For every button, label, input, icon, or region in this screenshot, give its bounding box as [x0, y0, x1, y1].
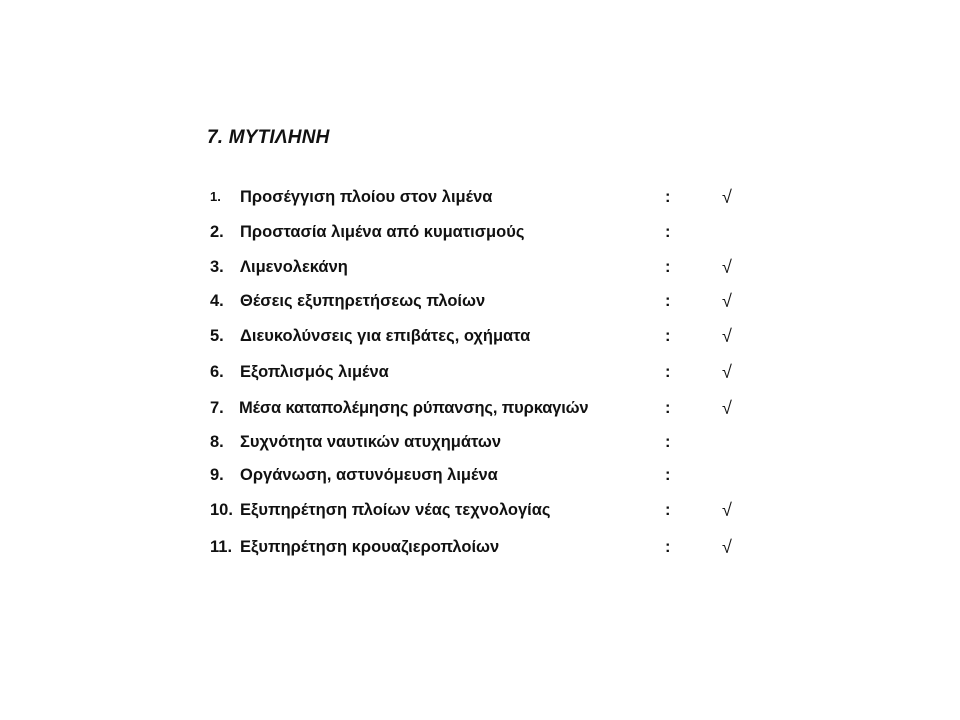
item-number: 6. — [210, 363, 224, 381]
item-label: Διευκολύνσεις για επιβάτες, οχήματα — [240, 327, 531, 345]
checkmark-icon: √ — [722, 187, 732, 207]
checkmark-icon: √ — [722, 362, 732, 382]
item-label: Εξυπηρέτηση κρουαζιεροπλοίων — [240, 538, 500, 556]
list-item — [0, 463, 960, 487]
list-item — [0, 430, 960, 454]
item-separator: : — [665, 188, 671, 206]
item-separator: : — [665, 363, 671, 381]
item-number: 7. — [210, 399, 224, 417]
item-separator: : — [665, 292, 671, 310]
item-separator: : — [665, 538, 671, 556]
list-item — [0, 220, 960, 244]
item-label: Εξυπηρέτηση πλοίων νέας τεχνολογίας — [240, 501, 551, 519]
page-title: 7. ΜΥΤΙΛΗΝΗ — [207, 127, 330, 148]
item-separator: : — [665, 433, 671, 451]
checkmark-icon: √ — [722, 537, 732, 557]
list-item — [0, 535, 960, 559]
item-number: 8. — [210, 433, 224, 451]
list-item — [0, 360, 960, 384]
list-item — [0, 324, 960, 348]
checkmark-icon: √ — [722, 326, 732, 346]
list-item — [0, 289, 960, 313]
item-separator: : — [665, 466, 671, 484]
checkmark-icon: √ — [722, 398, 732, 418]
item-number: 10. — [210, 501, 233, 519]
list-item — [0, 185, 960, 209]
item-label: Προσέγγιση πλοίου στον λιμένα — [240, 188, 493, 206]
list-item — [0, 255, 960, 279]
item-label: Προστασία λιμένα από κυματισμούς — [240, 223, 525, 241]
item-separator: : — [665, 258, 671, 276]
item-label: Λιμενολεκάνη — [240, 258, 348, 276]
list-item — [0, 396, 960, 420]
item-number: 5. — [210, 327, 224, 345]
item-separator: : — [665, 223, 671, 241]
item-label: Συχνότητα ναυτικών ατυχημάτων — [240, 433, 502, 451]
item-separator: : — [665, 399, 671, 417]
item-label: Θέσεις εξυπηρετήσεως πλοίων — [240, 292, 486, 310]
item-number: 11. — [210, 538, 233, 556]
item-label: Οργάνωση, αστυνόμευση λιμένα — [240, 466, 498, 484]
item-number: 3. — [210, 258, 224, 276]
list-item — [0, 498, 960, 522]
item-number: 1. — [210, 189, 221, 204]
item-separator: : — [665, 327, 671, 345]
checkmark-icon: √ — [722, 500, 732, 520]
item-label: Εξοπλισμός λιμένα — [240, 363, 389, 381]
item-number: 2. — [210, 223, 224, 241]
item-label: Μέσα καταπολέμησης ρύπανσης, πυρκαγιών — [239, 399, 589, 417]
checkmark-icon: √ — [722, 291, 732, 311]
item-number: 9. — [210, 466, 224, 484]
checkmark-icon: √ — [722, 257, 732, 277]
item-separator: : — [665, 501, 671, 519]
item-number: 4. — [210, 292, 224, 310]
